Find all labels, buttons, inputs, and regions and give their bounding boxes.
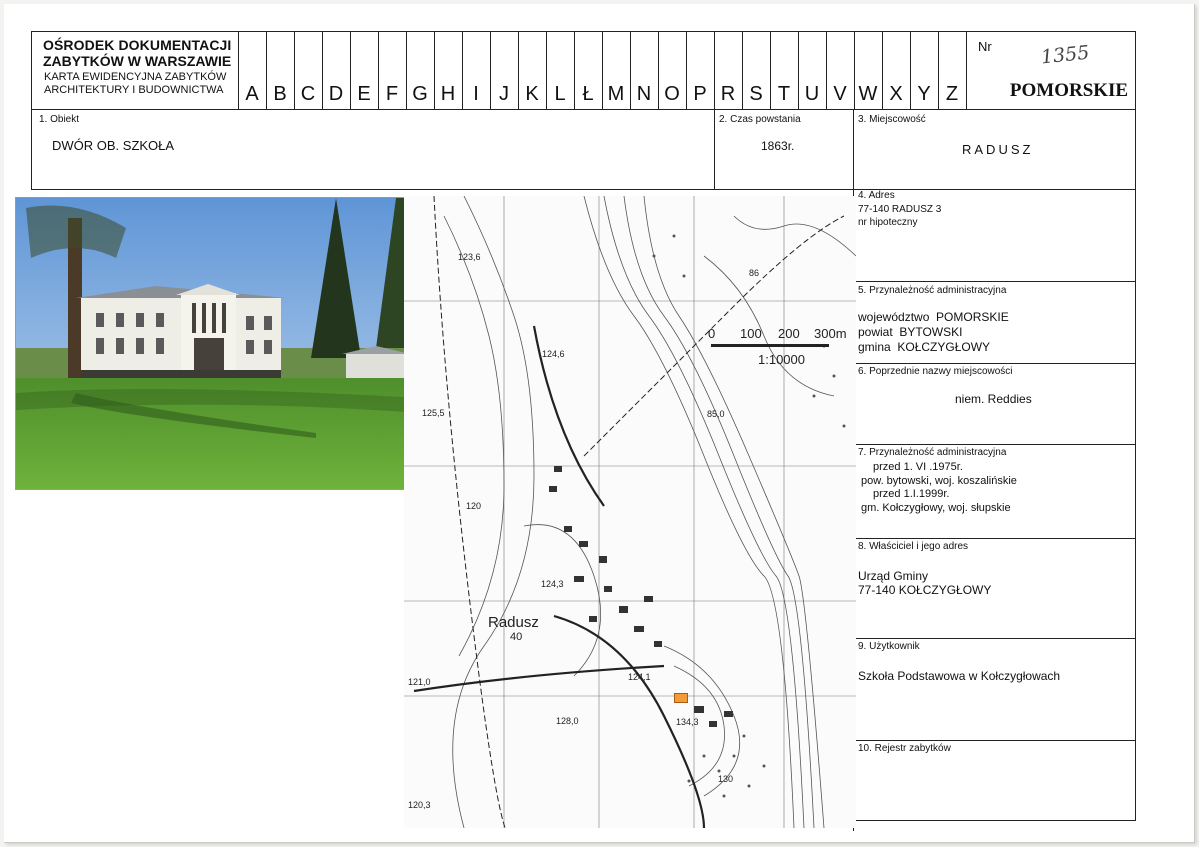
index-letter-1: B [273, 83, 287, 105]
region-title: POMORSKIE [1009, 80, 1129, 101]
sep-5 [853, 281, 1135, 282]
header-left-line [31, 31, 32, 189]
adres-label: 4. Adres [858, 190, 895, 201]
index-letter-11: L [554, 83, 566, 105]
miejscowosc-value: RADUSZ [962, 142, 1034, 157]
index-letter-21: V [833, 83, 847, 105]
index-letter-5: F [385, 83, 399, 105]
index-letter-4: E [357, 83, 371, 105]
index-letter-7: H [440, 83, 456, 105]
przynaleznosc-dawna-line2: pow. bytowski, woj. koszalińskie [861, 475, 1017, 487]
nr-handwritten-value: 1355 [1039, 41, 1091, 69]
index-letter-12: Ł [582, 83, 594, 105]
sep-bottom [853, 820, 1135, 821]
card-title-line1: KARTA EWIDENCYJNA ZABYTKÓW [44, 71, 227, 83]
index-letter-17: R [720, 83, 736, 105]
map-elevation-14: 130 [718, 774, 734, 784]
index-letter-25: Z [945, 83, 959, 105]
header-bottom-line [31, 109, 1135, 110]
scale-tick-100: 100 [740, 326, 762, 341]
index-letter-20: U [804, 83, 820, 105]
index-letter-0: A [245, 83, 259, 105]
sep-6 [853, 363, 1135, 364]
uzytkownik-value: Szkoła Podstawowa w Kołczygłowach [858, 669, 1061, 683]
org-name-line2: ZABYTKÓW W WARSZAWIE [43, 53, 232, 69]
index-letter-19: T [777, 83, 791, 105]
index-letter-9: J [499, 83, 509, 105]
index-letter-23: X [889, 83, 903, 105]
index-letter-18: S [749, 83, 763, 105]
scale-tick-0: 0 [708, 326, 716, 341]
object-location-marker [674, 693, 688, 703]
wlasciciel-label: 8. Właściciel i jego adres [858, 541, 969, 552]
przynaleznosc-gmina: gmina KOŁCZYGŁOWY [858, 340, 991, 354]
miejscowosc-label: 3. Miejscowość [858, 114, 926, 125]
right-edge-line [1135, 31, 1136, 821]
map-elevation-5: 124,6 [542, 349, 565, 359]
index-letter-10: K [525, 83, 539, 105]
map-elevation-8: 40 [510, 631, 523, 643]
map-elevation-1: 123,6 [458, 252, 481, 262]
index-letter-24: Y [917, 83, 931, 105]
sep-10 [853, 740, 1135, 741]
header-top-line [31, 31, 1135, 32]
record-card [4, 4, 1195, 843]
index-letter-15: O [664, 83, 680, 105]
poprzednie-label: 6. Poprzednie nazwy miejscowości [858, 366, 1013, 377]
index-letter-14: N [636, 83, 652, 105]
scale-tick-200: 200 [778, 326, 800, 341]
poprzednie-value: niem. Reddies [955, 392, 1032, 406]
map-elevation-10: 124,1 [628, 672, 651, 682]
index-letter-3: D [328, 83, 344, 105]
sep-9 [853, 638, 1135, 639]
card-title-line2: ARCHITEKTURY I BUDOWNICTWA [44, 84, 224, 96]
index-letter-13: M [607, 83, 625, 105]
przynaleznosc-dawna-line4: gm. Kołczygłowy, woj. słupskie [861, 502, 1011, 514]
scale-tick-300: 300m [814, 326, 847, 341]
wlasciciel-line1: Urząd Gminy [858, 569, 929, 583]
index-letter-2: C [300, 83, 316, 105]
adres-line1: 77-140 RADUSZ 3 [858, 204, 942, 215]
uzytkownik-label: 9. Użytkownik [858, 641, 920, 652]
nr-label: Nr [978, 39, 992, 54]
przynaleznosc-wojewodztwo: województwo POMORSKIE [858, 310, 1009, 324]
czas-value: 1863r. [761, 139, 795, 153]
przynaleznosc-dawna-line1: przed 1. VI .1975r. [873, 461, 963, 473]
map-place-name: Radusz [488, 614, 539, 631]
przynaleznosc-powiat: powiat BYTOWSKI [858, 325, 963, 339]
map-elevation-12: 134,3 [676, 717, 699, 727]
index-letter-6: G [412, 83, 428, 105]
map-elevation-7: 124,3 [541, 579, 564, 589]
letters-right-line [966, 31, 967, 109]
przynaleznosc-dawna-label: 7. Przynależność administracyjna [858, 447, 1007, 458]
scale-ratio: 1:10000 [758, 352, 805, 367]
przynaleznosc-dawna-line3: przed 1.I.1999r. [873, 488, 950, 500]
obiekt-label: 1. Obiekt [39, 114, 80, 125]
map-elevation-9: 121,0 [408, 677, 431, 687]
czas-label: 2. Czas powstania [719, 114, 801, 125]
manor-house-photo [15, 197, 422, 490]
topographic-map [404, 196, 856, 828]
map-elevation-11: 128,0 [556, 716, 579, 726]
obiekt-value: DWÓR OB. SZKOŁA [52, 138, 175, 153]
adres-line2: nr hipoteczny [858, 217, 918, 228]
czas-left-line [714, 109, 715, 189]
map-elevation-2: 86 [749, 268, 760, 278]
map-elevation-13: 120,3 [408, 800, 431, 810]
sep-7 [853, 444, 1135, 445]
row1-bottom-line [31, 189, 1135, 190]
index-letter-16: P [693, 83, 707, 105]
map-elevation-6: 120 [466, 501, 482, 511]
map-elevation-3: 125,5 [422, 408, 445, 418]
org-name-line1: OŚRODEK DOKUMENTACJI [43, 37, 232, 53]
sep-8 [853, 538, 1135, 539]
map-elevation-4: 85,0 [707, 409, 725, 419]
przynaleznosc-label: 5. Przynależność administracyjna [858, 285, 1007, 296]
rejestr-label: 10. Rejestr zabytków [858, 743, 951, 754]
index-letter-22: W [858, 83, 878, 105]
wlasciciel-line2: 77-140 KOŁCZYGŁOWY [858, 583, 992, 597]
index-letter-8: I [473, 83, 479, 105]
